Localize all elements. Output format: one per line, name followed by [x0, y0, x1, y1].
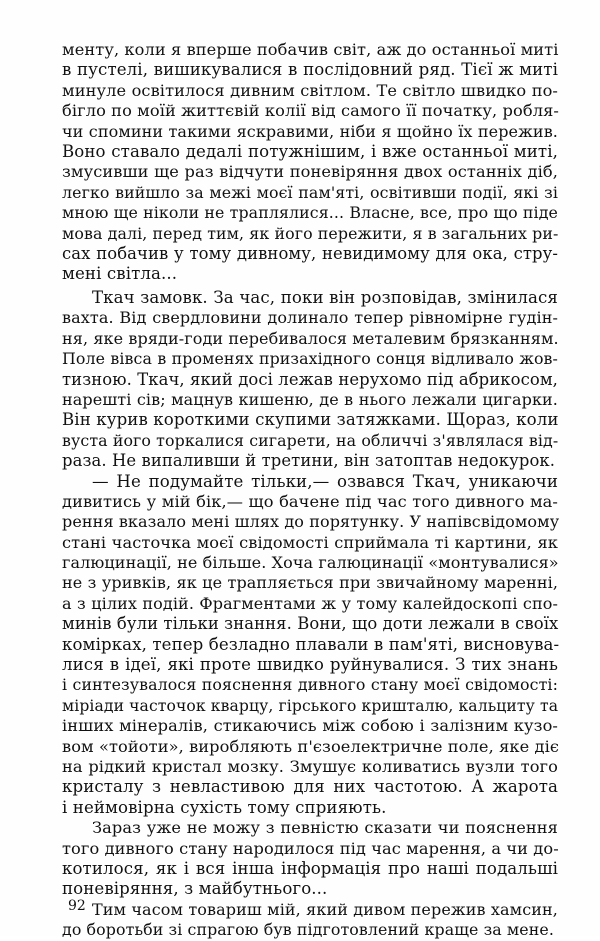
text-line: в пустелі, вишикувалися в послідовний ряд. Тієї ж миті	[62, 60, 558, 80]
text-line: — Не подумайте тільки,— озвався Ткач, уникаючи	[92, 471, 558, 491]
text-line: мова далі, перед тим, як його пережити, я в загальних ри-	[62, 223, 559, 243]
text-line: бігло по моїй життєвій колії від самого її початку, робля-	[62, 101, 559, 121]
text-line: стані часточка моєї свідомості сприймала ті картини, як	[62, 532, 558, 552]
paragraph-block-1	[62, 40, 558, 285]
text-line: комірках, тепер безладно плавали в пам'яті, висновува-	[62, 634, 560, 654]
text-line: поневіряння, з майбутнього...	[62, 879, 328, 899]
text-line: Воно ставало дедалі потужнішим, і вже останньої миті,	[62, 141, 558, 161]
paragraph-block-2	[62, 288, 558, 941]
text-line: а з цілих подій. Фрагментами ж у тому калейдоскопі спо-	[62, 593, 558, 613]
text-line: і синтезувалося пояснення дивного стану моєї свідомості:	[62, 675, 558, 695]
text-line: дивитись у мій бік,— що бачене під час того дивного ма-	[62, 491, 558, 511]
text-line: Поле вівса в променях призахідного сонця відливало жов-	[62, 349, 558, 369]
page-number: 92	[68, 898, 86, 914]
text-line: і неймовірна сухість тому сприяють.	[62, 797, 387, 817]
text-line: рення вказало мені шлях до порятунку. У напівсвідомому	[62, 512, 560, 532]
text-line: мною ще ніколи не траплялися... Власне, все, про що піде	[62, 203, 558, 223]
text-line: не з уривків, як це трапляється при звичайному маренні,	[62, 573, 558, 593]
text-line: інших мінералів, стикаючись між собою і залізним кузо-	[62, 716, 558, 736]
text-line: котилося, як і вся інша інформація про наші подальші	[62, 858, 558, 878]
text-line: минів були тільки знання. Вони, що доти лежали в своїх	[62, 614, 559, 634]
text-line: до боротьби зі спрагою був підготовлений краще за мене.	[62, 920, 554, 940]
text-line: ня, яке вряди-годи перебивалося металевим брязканням.	[62, 328, 559, 348]
text-line: раза. Не випаливши й третини, він затоптав недокурок.	[62, 451, 556, 471]
text-line: легко вийшло за межі моєї пам'яті, освітивши події, які зі	[62, 182, 558, 202]
text-line: вуста його торкалися сигарети, на обличчі з'являлася від-	[62, 430, 559, 450]
text-line: мені світла...	[62, 264, 178, 284]
text-line: минуле освітилося дивним світлом. Те світло швидко по-	[62, 80, 558, 100]
text-line: лися в ідеї, які проте швидко руйнувалися. З тих знань	[62, 655, 558, 675]
text-line: на рідкий кристал мозку. Змушує коливатись вузли того	[62, 756, 558, 776]
text-line: того дивного стану народилося під час марення, а чи до-	[62, 838, 559, 858]
text-line: сах побачив у тому дивному, невидимому для ока, стру-	[62, 243, 558, 263]
text-line: міріади часточок кварцу, гірського кришталю, кальциту та	[62, 696, 559, 715]
text-line: Зараз уже не можу з певністю сказати чи пояснення	[92, 818, 558, 838]
text-line: тизною. Ткач, який досі лежав нерухомо під абрикосом,	[62, 369, 558, 389]
text-line: Тим часом товариш мій, який дивом пережив хамсин,	[92, 899, 558, 919]
text-line: вом «тойоти», виробляють п'єзоелектричне поле, яке діє	[62, 736, 560, 756]
text-line: галюцинації, не більше. Хоча галюцинації «монтувалися»	[62, 553, 559, 573]
text-line: чи спомини такими яскравими, ніби я щойно їх пережив.	[62, 121, 558, 141]
text-line: Ткач замовк. За час, поки він розповідав, змінилася	[92, 288, 558, 307]
text-line: вахта. Від свердловини долинало тепер рівномірне гудін-	[62, 308, 558, 328]
text-line: кристалу з невластивою для них частотою. А жарота	[62, 777, 558, 797]
text-line: менту, коли я вперше побачив світ, аж до останньої миті	[62, 40, 559, 59]
text-line: змусивши ще раз відчути поневіряння двох останніх діб,	[62, 162, 558, 182]
text-line: нарешті сів; мацнув кишеню, де в нього лежали цигарки.	[62, 389, 558, 409]
text-line: Він курив короткими скупими затяжками. Щораз, коли	[62, 410, 559, 430]
